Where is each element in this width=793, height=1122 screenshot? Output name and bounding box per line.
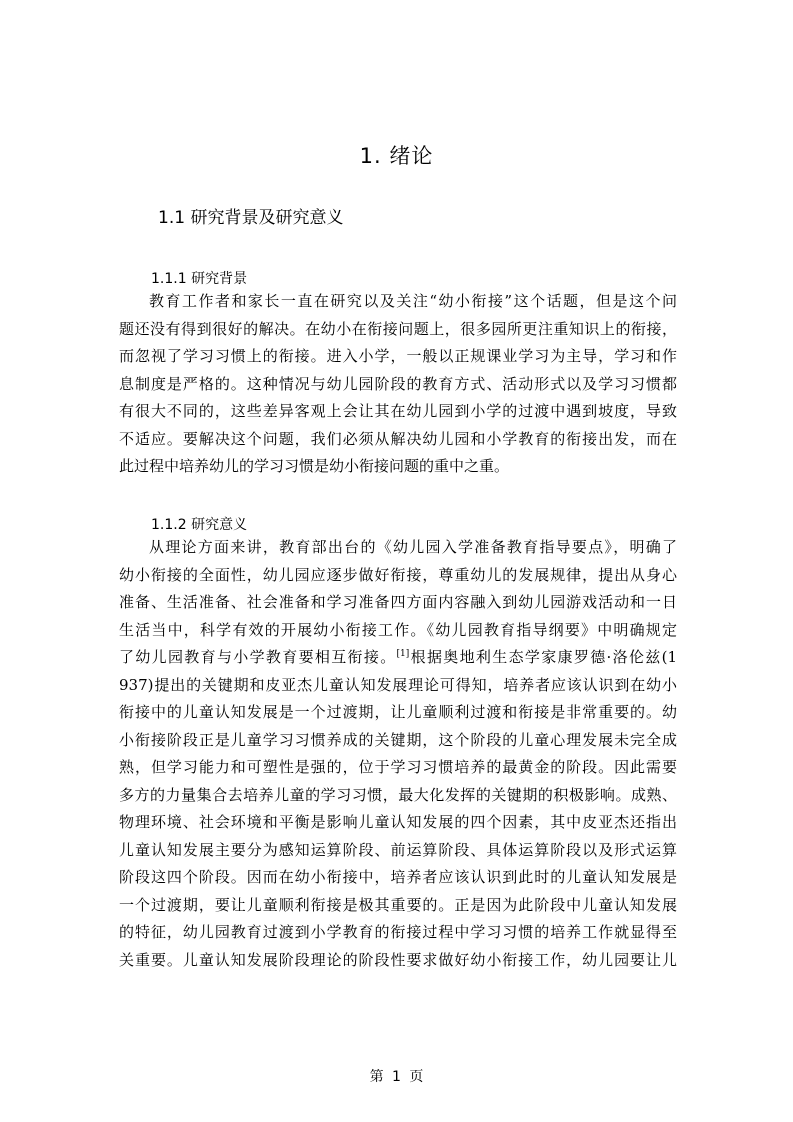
paragraph-line: 而忽视了学习习惯上的衔接。进入小学，一般以正规课业学习为主导，学习和作 (119, 347, 677, 365)
paragraph-line: 的特征，幼儿园教育过渡到小学教育的衔接过程中学习习惯的培养工作就显得至 (119, 923, 677, 941)
paragraph-line: 小衔接阶段正是儿童学习习惯养成的关键期，这个阶段的儿童心理发展未完全成 (119, 730, 677, 749)
paragraph-line: 题还没有得到很好的解决。在幼小在衔接问题上，很多园所更注重知识上的衔接， (119, 319, 677, 338)
paragraph-line-with-citation (119, 644, 677, 672)
paragraph-line: 多方的力量集合去培养儿童的学习习惯，最大化发挥的关键期的积极影响。成熟、 (119, 785, 677, 804)
page-number: 第 1 页 (369, 1069, 424, 1085)
subsection-title-significance: 1.1.2 研究意义 (151, 517, 248, 533)
paragraph-line: 一个过渡期，要让儿童顺利衔接是极其重要的。正是因为此阶段中儿童认知发展 (119, 895, 677, 914)
chapter-title: 1. 绪论 (359, 144, 434, 168)
paragraph-line: 阶段这四个阶段。因而在幼小衔接中，培养者应该认识到此时的儿童认知发展是 (119, 868, 677, 886)
paragraph-line: 937)提出的关键期和皮亚杰儿童认知发展理论可得知，培养者应该认识到在幼小 (119, 675, 677, 694)
paragraph-line: 物理环境、社会环境和平衡是影响儿童认知发展的四个因素，其中皮亚杰还指出 (119, 813, 677, 831)
paragraph-line: 不适应。要解决这个问题，我们必须从解决幼儿园和小学教育的衔接出发，而在 (119, 429, 677, 448)
paragraph-text: 了幼儿园教育与小学教育要相互衔接。 (119, 648, 397, 666)
paragraph-line: 教育工作者和家长一直在研究以及关注“幼小衔接”这个话题，但是这个问 (149, 292, 677, 310)
section-title: 1.1 研究背景及研究意义 (158, 208, 344, 228)
subsection-title-background: 1.1.1 研究背景 (151, 271, 248, 287)
paragraph-line: 关重要。儿童认知发展阶段理论的阶段性要求做好幼小衔接工作，幼儿园要让儿 (119, 950, 677, 969)
paragraph-line: 熟，但学习能力和可塑性是强的，位于学习习惯培养的最黄金的阶段。因此需要 (119, 758, 677, 776)
paragraph-line: 衔接中的儿童认知发展是一个过渡期，让儿童顺利过渡和衔接是非常重要的。幼 (119, 703, 677, 721)
citation-marker[interactable]: [1] (396, 649, 410, 659)
paragraph-line: 生活当中，科学有效的开展幼小衔接工作。《幼儿园教育指导纲要》中明确规定 (119, 620, 677, 639)
paragraph-line: 幼小衔接的全面性，幼儿园应逐步做好衔接，尊重幼儿的发展规律，提出从身心 (119, 565, 677, 584)
paragraph-text: 根据奥地利生态学家康罗德·洛伦兹(1 (409, 648, 677, 666)
paragraph-line: 息制度是严格的。这种情况与幼儿园阶段的教育方式、活动形式以及学习习惯都 (119, 374, 677, 393)
paragraph-line: 从理论方面来讲，教育部出台的《幼儿园入学准备教育指导要点》，明确了 (149, 538, 677, 556)
paragraph-line: 准备、生活准备、社会准备和学习准备四方面内容融入到幼儿园游戏活动和一日 (119, 593, 677, 611)
paragraph-line: 儿童认知发展主要分为感知运算阶段、前运算阶段、具体运算阶段以及形式运算 (119, 840, 677, 859)
paragraph-line: 此过程中培养幼儿的学习习惯是幼小衔接问题的重中之重。 (119, 457, 510, 475)
paragraph-line: 有很大不同的，这些差异客观上会让其在幼儿园到小学的过渡中遇到坡度，导致 (119, 402, 677, 420)
paragraph-background (119, 288, 677, 481)
paragraph-significance (119, 534, 677, 974)
